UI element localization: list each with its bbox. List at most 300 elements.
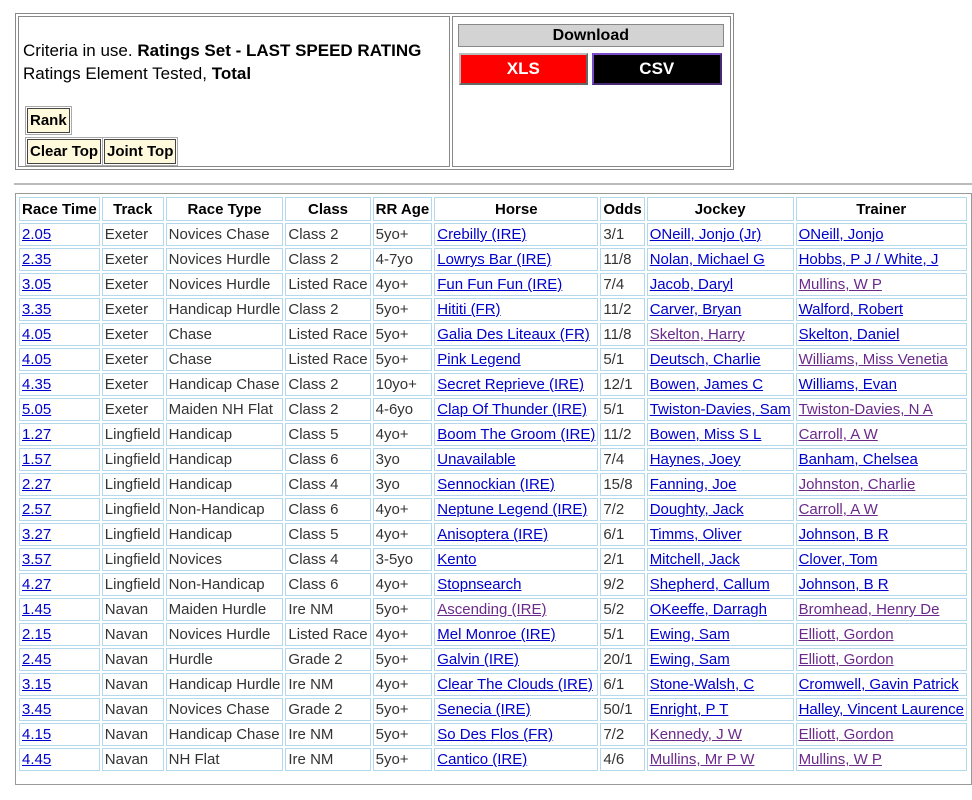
download-cell [452,16,731,167]
age-cell: 4yo+ [373,523,433,546]
column-header-race-time[interactable]: Race Time [19,197,100,221]
horse-cell [434,498,598,521]
race-type-cell: Novices [166,548,284,571]
race-time-cell [19,448,100,471]
track-cell: Lingfield [102,498,164,521]
race-time-cell [19,373,100,396]
track-cell: Lingfield [102,448,164,471]
jockey-cell [647,673,794,696]
race-time-link[interactable]: 3.35 [22,301,52,318]
horse-link[interactable]: Stopnsearch [437,576,522,593]
class-cell: Grade 2 [285,648,370,671]
jockey-link[interactable]: Enright, P T [649,701,729,718]
trainer-link[interactable]: Johnson, B R [798,526,889,543]
trainer-cell [796,398,967,421]
table-row [19,623,967,646]
odds-cell: 5/2 [600,598,644,621]
odds-cell: 11/8 [600,323,644,346]
horse-link[interactable]: Hititi (FR) [437,301,501,318]
class-cell: Ire NM [285,598,370,621]
age-cell: 5yo+ [373,323,433,346]
trainer-cell [796,373,967,396]
race-type-cell: Non-Handicap [166,573,284,596]
jockey-cell [647,398,794,421]
column-header-race-type[interactable]: Race Type [166,197,284,221]
table-row [19,748,967,771]
column-header-trainer[interactable]: Trainer [796,197,967,221]
race-type-cell: Handicap [166,448,284,471]
class-cell: Class 2 [285,223,370,246]
download-header: Download [458,24,724,47]
jockey-cell [647,223,794,246]
race-time-link[interactable]: 2.35 [22,251,52,268]
class-cell: Class 4 [285,548,370,571]
race-type-cell: Handicap [166,523,284,546]
trainer-cell [796,598,967,621]
race-type-cell: Hurdle [166,648,284,671]
jockey-link[interactable]: Bowen, Miss S L [649,426,762,443]
table-row [19,548,967,571]
trainer-link[interactable]: Williams, Evan [798,376,897,393]
class-cell: Listed Race [285,623,370,646]
class-cell: Ire NM [285,673,370,696]
odds-cell: 11/8 [600,248,644,271]
track-cell: Navan [102,623,164,646]
jockey-cell [647,573,794,596]
jockey-cell [647,323,794,346]
horse-cell [434,573,598,596]
track-cell: Lingfield [102,423,164,446]
trainer-link[interactable]: Elliott, Gordon [798,626,894,643]
table-row [19,573,967,596]
odds-cell: 6/1 [600,673,644,696]
track-cell: Navan [102,648,164,671]
horse-link[interactable]: Unavailable [437,451,516,468]
table-row [19,498,967,521]
jockey-cell [647,248,794,271]
race-time-link[interactable]: 4.35 [22,376,52,393]
horse-cell [434,398,598,421]
trainer-link[interactable]: Halley, Vincent Laurence [798,701,964,718]
horse-cell [434,348,598,371]
jockey-link[interactable]: Nolan, Michael G [649,251,765,268]
jockey-cell [647,623,794,646]
track-cell: Navan [102,748,164,771]
element-value: Total [211,64,252,83]
table-row [19,348,967,371]
horse-link[interactable]: Neptune Legend (IRE) [437,501,588,518]
jockey-cell [647,548,794,571]
horse-cell [434,273,598,296]
jockey-cell [647,523,794,546]
class-cell: Class 2 [285,248,370,271]
jockey-link[interactable]: Jacob, Daryl [649,276,734,293]
race-type-cell: Handicap Chase [166,373,284,396]
horse-link[interactable]: Galvin (IRE) [437,651,519,668]
race-type-cell: Maiden NH Flat [166,398,284,421]
age-cell: 3yo [373,448,433,471]
trainer-cell [796,723,967,746]
clear-top-button[interactable]: Clear Top [27,139,101,164]
table-row [19,648,967,671]
track-cell: Navan [102,698,164,721]
column-header-track[interactable]: Track [102,197,164,221]
race-time-link[interactable]: 1.45 [22,601,52,618]
section-divider [14,183,972,185]
odds-cell: 7/4 [600,448,644,471]
race-time-cell [19,398,100,421]
race-type-cell: Handicap Hurdle [166,673,284,696]
odds-cell: 7/4 [600,273,644,296]
race-time-cell [19,498,100,521]
jockey-link[interactable]: Mitchell, Jack [649,551,740,568]
age-cell: 5yo+ [373,348,433,371]
class-cell: Grade 2 [285,698,370,721]
criteria-panel [15,13,734,170]
horse-cell [434,548,598,571]
race-time-cell [19,548,100,571]
race-time-link[interactable]: 3.57 [22,551,52,568]
odds-cell: 11/2 [600,423,644,446]
race-type-cell: Handicap [166,423,284,446]
trainer-link[interactable]: Cromwell, Gavin Patrick [798,676,959,693]
csv-download-button[interactable]: CSV [592,53,722,85]
odds-cell: 50/1 [600,698,644,721]
horse-cell [434,423,598,446]
horse-link[interactable]: Sennockian (IRE) [437,476,555,493]
class-cell: Class 6 [285,573,370,596]
race-type-cell: Chase [166,348,284,371]
trainer-cell [796,698,967,721]
table-row [19,723,967,746]
odds-cell: 5/1 [600,623,644,646]
odds-cell: 5/1 [600,398,644,421]
race-type-cell: Novices Hurdle [166,623,284,646]
jockey-link[interactable]: Bowen, James C [649,376,764,393]
horse-link[interactable]: So Des Flos (FR) [437,726,554,743]
race-time-link[interactable]: 3.15 [22,676,52,693]
jockey-link[interactable]: Fanning, Joe [649,476,737,493]
jockey-link[interactable]: OKeeffe, Darragh [649,601,767,618]
trainer-cell [796,323,967,346]
race-time-link[interactable]: 5.05 [22,401,52,418]
race-type-cell: Novices Hurdle [166,248,284,271]
race-time-cell [19,223,100,246]
horse-link[interactable]: Kento [437,551,477,568]
trainer-cell [796,248,967,271]
column-header-odds[interactable]: Odds [600,197,644,221]
rank-button[interactable]: Rank [27,108,70,133]
xls-download-button[interactable]: XLS [459,53,588,85]
horse-link[interactable]: Mel Monroe (IRE) [437,626,556,643]
track-cell: Exeter [102,273,164,296]
horse-cell [434,648,598,671]
track-cell: Lingfield [102,548,164,571]
table-row [19,398,967,421]
trainer-link[interactable]: Hobbs, P J / White, J [798,251,939,268]
table-row [19,223,967,246]
jockey-link[interactable]: Twiston-Davies, Sam [649,401,791,418]
race-time-link[interactable]: 3.05 [22,276,52,293]
jockey-cell [647,373,794,396]
trainer-link[interactable]: Mullins, W P [798,751,882,768]
track-cell: Lingfield [102,573,164,596]
odds-cell: 2/1 [600,548,644,571]
class-cell: Listed Race [285,348,370,371]
jockey-link[interactable]: Ewing, Sam [649,626,730,643]
race-time-cell [19,698,100,721]
horse-link[interactable]: Lowrys Bar (IRE) [437,251,552,268]
class-cell: Listed Race [285,273,370,296]
odds-cell: 9/2 [600,573,644,596]
trainer-link[interactable]: Twiston-Davies, N A [798,401,933,418]
column-header-rr-age[interactable]: RR Age [373,197,433,221]
race-time-link[interactable]: 4.05 [22,351,52,368]
jockey-link[interactable]: Ewing, Sam [649,651,730,668]
track-cell: Navan [102,723,164,746]
jockey-link[interactable]: Shepherd, Callum [649,576,770,593]
trainer-link[interactable]: Banham, Chelsea [798,451,918,468]
class-cell: Class 2 [285,373,370,396]
criteria-info-cell [18,16,450,167]
jockey-cell [647,448,794,471]
column-header-jockey[interactable]: Jockey [647,197,794,221]
trainer-cell [796,673,967,696]
trainer-link[interactable]: Clover, Tom [798,551,878,568]
age-cell: 4-6yo [373,398,433,421]
trainer-cell [796,273,967,296]
jockey-link[interactable]: Doughty, Jack [649,501,744,518]
class-cell: Ire NM [285,723,370,746]
jockey-link[interactable]: Haynes, Joey [649,451,741,468]
race-time-link[interactable]: 2.27 [22,476,52,493]
race-time-cell [19,298,100,321]
age-cell: 4yo+ [373,623,433,646]
horse-link[interactable]: Secret Reprieve (IRE) [437,376,584,393]
horse-cell [434,523,598,546]
table-row [19,298,967,321]
trainer-link[interactable]: ONeill, Jonjo [798,226,884,243]
trainer-link[interactable]: Johnston, Charlie [798,476,916,493]
jockey-link[interactable]: ONeill, Jonjo (Jr) [649,226,762,243]
race-type-cell: Novices Hurdle [166,273,284,296]
track-cell: Exeter [102,298,164,321]
age-cell: 4yo+ [373,498,433,521]
jockey-link[interactable]: Deutsch, Charlie [649,351,761,368]
jockey-link[interactable]: Mullins, Mr P W [649,751,755,768]
horse-cell [434,723,598,746]
jockey-cell [647,273,794,296]
criteria-line [23,39,449,62]
horse-cell [434,623,598,646]
table-row [19,448,967,471]
track-cell: Exeter [102,248,164,271]
odds-cell: 4/6 [600,748,644,771]
race-type-cell: Maiden Hurdle [166,598,284,621]
trainer-link[interactable]: Mullins, W P [798,276,882,293]
trainer-link[interactable]: Bromhead, Henry De [798,601,940,618]
odds-cell: 15/8 [600,473,644,496]
jockey-link[interactable]: Kennedy, J W [649,726,742,743]
trainer-cell [796,448,967,471]
jockey-cell [647,298,794,321]
horse-cell [434,473,598,496]
trainer-cell [796,648,967,671]
horse-link[interactable]: Galia Des Liteaux (FR) [437,326,590,343]
jockey-cell [647,598,794,621]
trainer-link[interactable]: Williams, Miss Venetia [798,351,948,368]
jockey-cell [647,698,794,721]
horse-link[interactable]: Fun Fun Fun (IRE) [437,276,563,293]
race-type-cell: Novices Chase [166,223,284,246]
ratings-set: Ratings Set - LAST SPEED RATING [137,41,422,60]
jockey-cell [647,423,794,446]
column-header-horse[interactable]: Horse [434,197,598,221]
race-type-cell: NH Flat [166,748,284,771]
horse-cell [434,673,598,696]
jockey-cell [647,498,794,521]
jockey-link[interactable]: Carver, Bryan [649,301,742,318]
race-time-link[interactable]: 3.27 [22,526,52,543]
class-cell: Class 6 [285,448,370,471]
odds-cell: 11/2 [600,298,644,321]
race-time-cell [19,348,100,371]
race-time-cell [19,423,100,446]
horse-link[interactable]: Ascending (IRE) [437,601,547,618]
race-time-cell [19,523,100,546]
race-time-cell [19,748,100,771]
jockey-cell [647,723,794,746]
horse-link[interactable]: Clear The Clouds (IRE) [437,676,593,693]
trainer-link[interactable]: Elliott, Gordon [798,726,894,743]
jockey-link[interactable]: Skelton, Harry [649,326,745,343]
trainer-cell [796,523,967,546]
class-cell: Class 6 [285,498,370,521]
horse-cell [434,448,598,471]
age-cell: 4yo+ [373,673,433,696]
horse-link[interactable]: Anisoptera (IRE) [437,526,549,543]
age-cell: 5yo+ [373,648,433,671]
trainer-link[interactable]: Skelton, Daniel [798,326,900,343]
joint-top-button[interactable]: Joint Top [104,139,176,164]
trainer-link[interactable]: Carroll, A W [798,426,878,443]
jockey-link[interactable]: Stone-Walsh, C [649,676,755,693]
horse-link[interactable]: Crebilly (IRE) [437,226,527,243]
race-time-cell [19,273,100,296]
trainer-link[interactable]: Walford, Robert [798,301,904,318]
table-row [19,673,967,696]
class-cell: Class 2 [285,298,370,321]
table-header-row [19,197,967,221]
jockey-cell [647,473,794,496]
trainer-link[interactable]: Elliott, Gordon [798,651,894,668]
table-row [19,423,967,446]
horse-cell [434,223,598,246]
horse-cell [434,598,598,621]
race-time-cell [19,323,100,346]
race-time-link[interactable]: 2.05 [22,226,52,243]
age-cell: 5yo+ [373,748,433,771]
trainer-link[interactable]: Carroll, A W [798,501,878,518]
trainer-link[interactable]: Johnson, B R [798,576,889,593]
table-body [19,223,967,771]
column-header-class[interactable]: Class [285,197,370,221]
horse-link[interactable]: Pink Legend [437,351,521,368]
element-line [23,62,449,85]
odds-cell: 7/2 [600,723,644,746]
trainer-cell [796,423,967,446]
class-cell: Class 5 [285,423,370,446]
race-time-link[interactable]: 4.45 [22,751,52,768]
table-row [19,473,967,496]
race-time-link[interactable]: 4.15 [22,726,52,743]
horse-link[interactable]: Clap Of Thunder (IRE) [437,401,588,418]
race-time-link[interactable]: 4.27 [22,576,52,593]
track-cell: Lingfield [102,523,164,546]
age-cell: 4yo+ [373,423,433,446]
horse-link[interactable]: Boom The Groom (IRE) [437,426,596,443]
trainer-cell [796,348,967,371]
odds-cell: 7/2 [600,498,644,521]
track-cell: Exeter [102,323,164,346]
table-row [19,248,967,271]
class-cell: Ire NM [285,748,370,771]
age-cell: 5yo+ [373,223,433,246]
criteria-prefix: Criteria in use. [23,41,133,60]
race-time-link[interactable]: 1.57 [22,451,52,468]
jockey-link[interactable]: Timms, Oliver [649,526,742,543]
horse-cell [434,373,598,396]
race-time-link[interactable]: 3.45 [22,701,52,718]
horse-cell [434,298,598,321]
trainer-cell [796,223,967,246]
race-time-cell [19,673,100,696]
odds-cell: 20/1 [600,648,644,671]
horse-link[interactable]: Senecia (IRE) [437,701,531,718]
race-type-cell: Handicap [166,473,284,496]
results-table [17,195,969,773]
table-row [19,523,967,546]
class-cell: Class 5 [285,523,370,546]
race-time-link[interactable]: 4.05 [22,326,52,343]
trainer-cell [796,623,967,646]
odds-cell: 5/1 [600,348,644,371]
race-time-link[interactable]: 1.27 [22,426,52,443]
race-time-link[interactable]: 2.45 [22,651,52,668]
trainer-cell [796,298,967,321]
race-time-cell [19,248,100,271]
element-prefix: Ratings Element Tested, [23,64,207,83]
track-cell: Navan [102,598,164,621]
trainer-cell [796,573,967,596]
jockey-cell [647,648,794,671]
horse-link[interactable]: Cantico (IRE) [437,751,528,768]
class-cell: Class 2 [285,398,370,421]
track-cell: Navan [102,673,164,696]
race-time-cell [19,623,100,646]
criteria-inner [18,16,731,167]
age-cell: 5yo+ [373,598,433,621]
track-cell: Exeter [102,223,164,246]
race-time-cell [19,723,100,746]
race-time-cell [19,573,100,596]
trainer-cell [796,748,967,771]
race-time-link[interactable]: 2.15 [22,626,52,643]
race-time-link[interactable]: 2.57 [22,501,52,518]
table-row [19,698,967,721]
table-row [19,373,967,396]
odds-cell: 6/1 [600,523,644,546]
